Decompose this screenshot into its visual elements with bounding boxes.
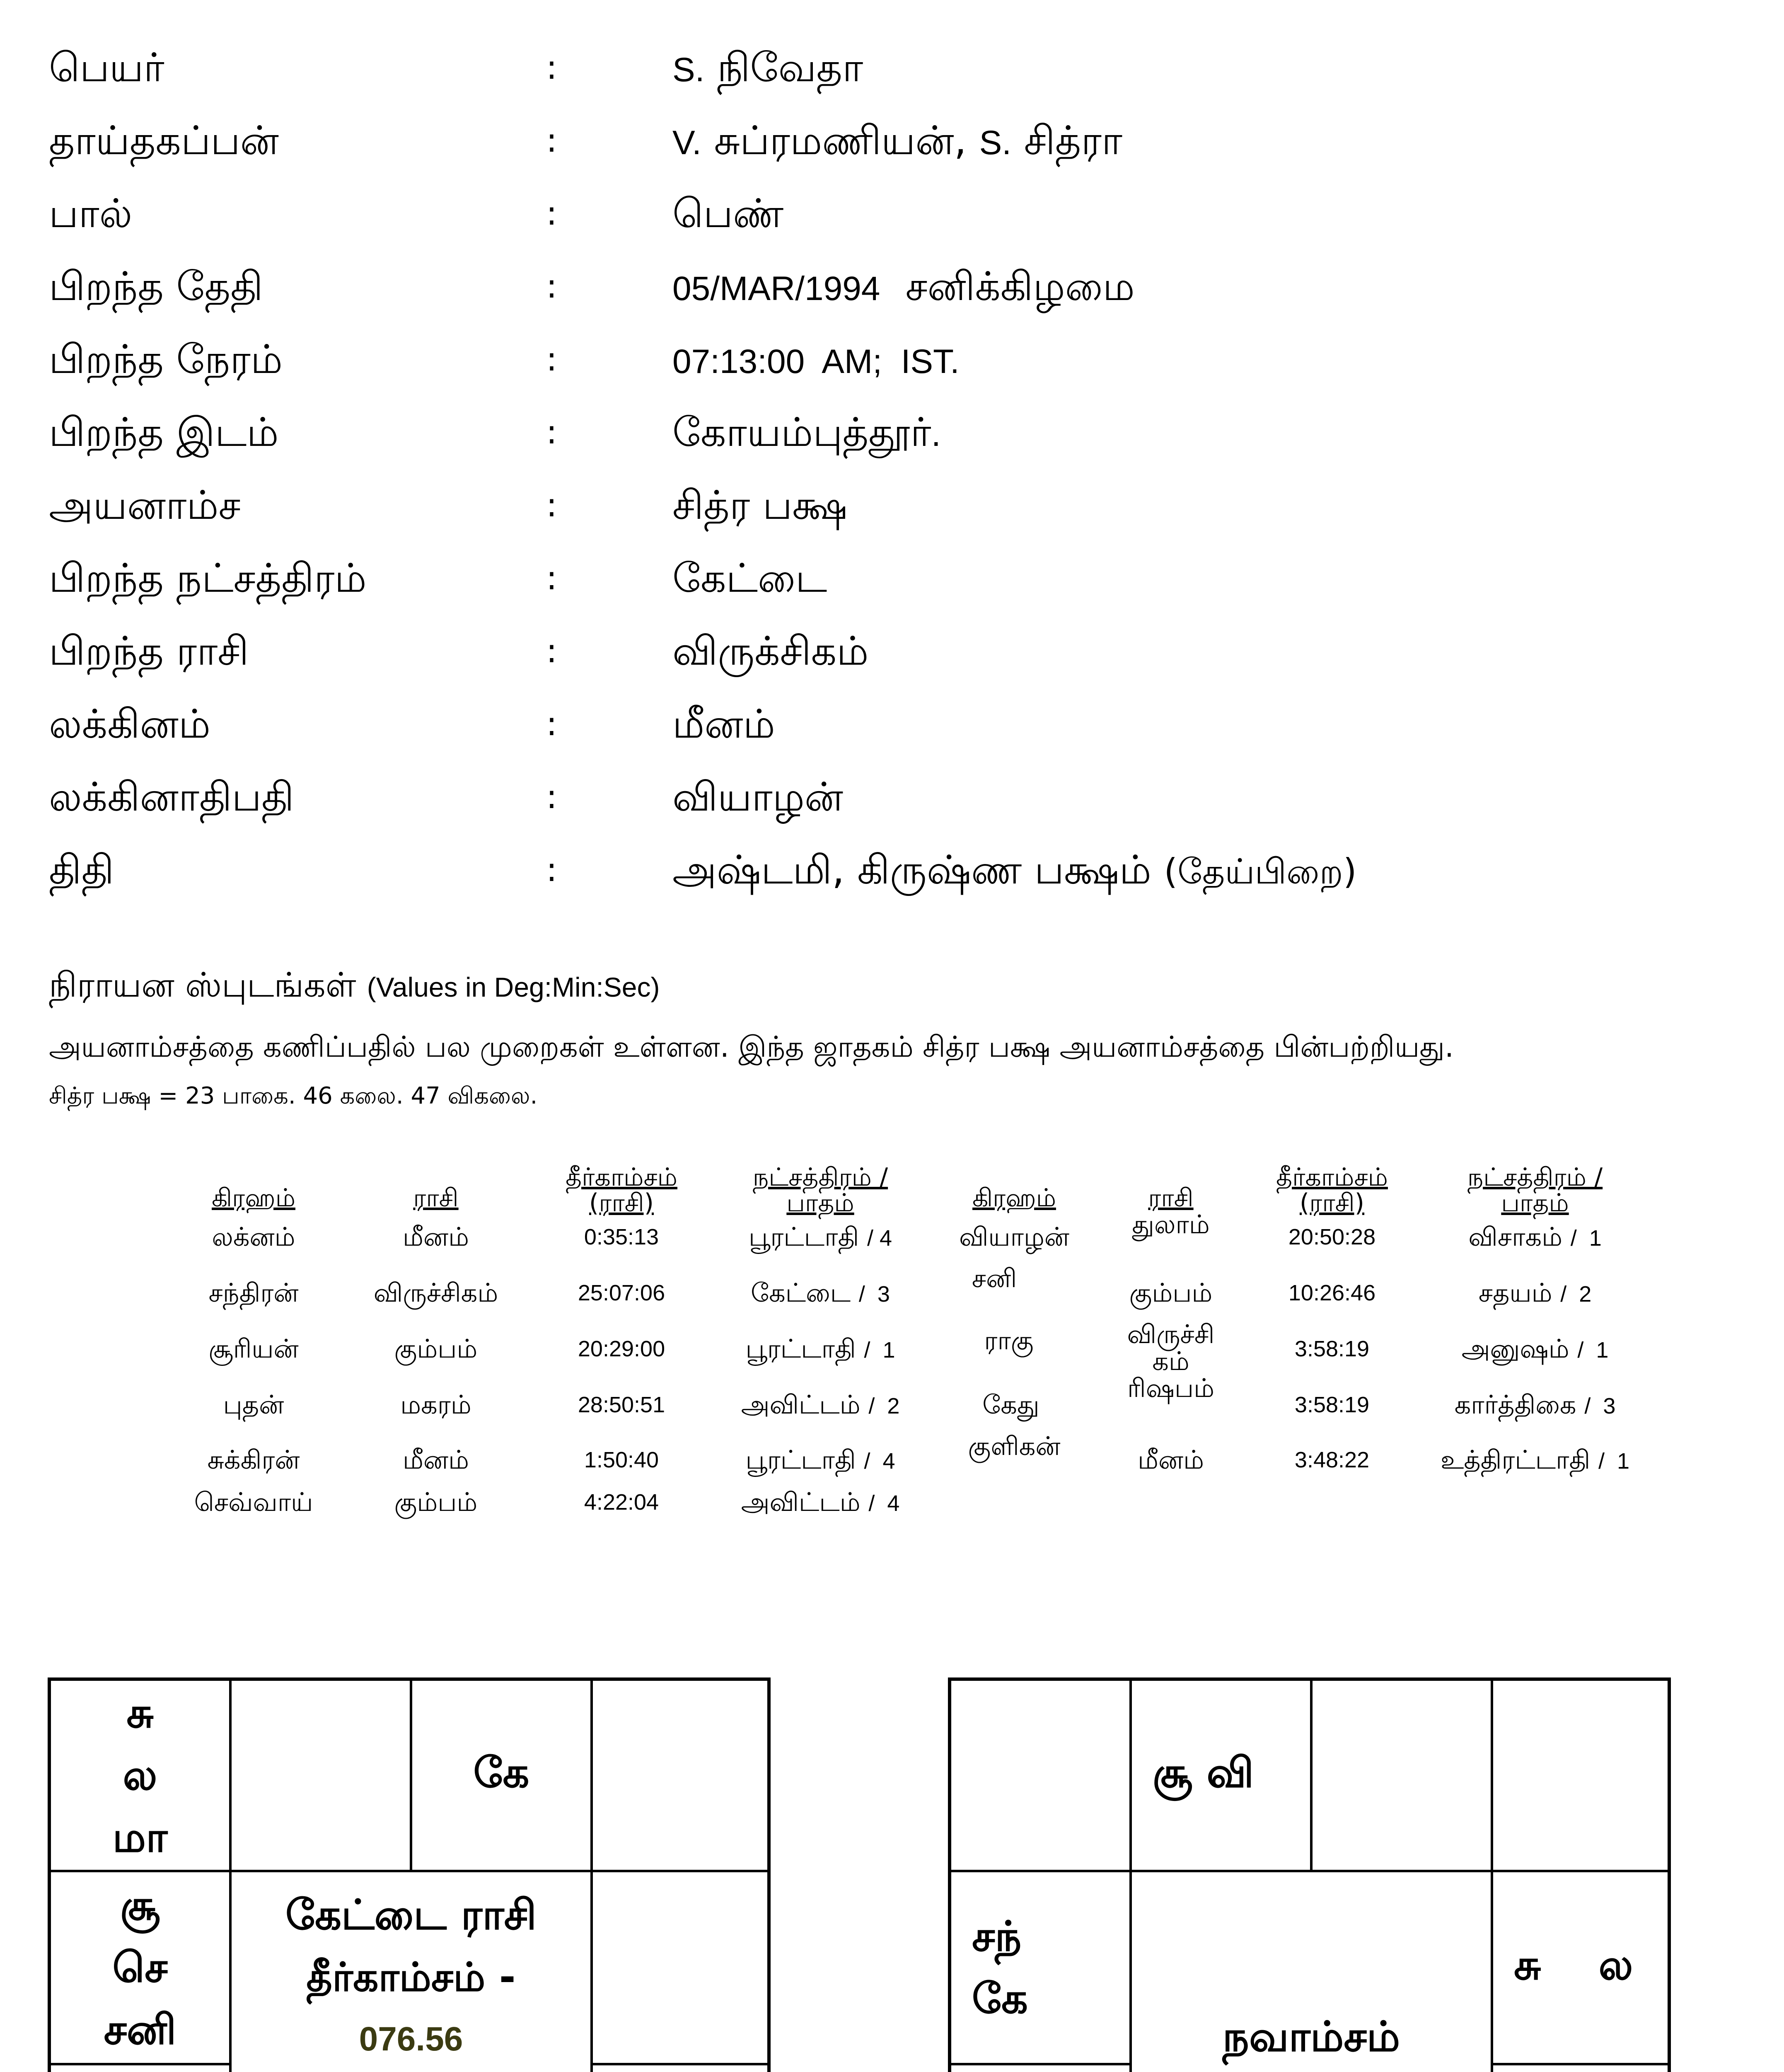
navamsa-house-aquarius xyxy=(950,1871,1131,2064)
pada-value: / 1 xyxy=(864,1338,895,1363)
rasi-chart-center xyxy=(230,1871,592,2072)
detail-colon: : xyxy=(546,194,557,232)
navamsa-house-leo xyxy=(1492,2064,1669,2072)
planet-name: லக்னம் xyxy=(212,1222,295,1252)
tithi-suffix: (தேய்பிறை) xyxy=(1164,851,1357,892)
planet-name: சுக்கிரன் xyxy=(207,1445,300,1475)
planet-abbr: மா xyxy=(112,1813,168,1861)
detail-label: பால் xyxy=(49,190,133,237)
star-name: கார்த்திகை xyxy=(1454,1389,1576,1420)
rasi-center-degree-label: தீர்காம்சம் - xyxy=(306,1954,516,2000)
planet-degree: 20:50:28 xyxy=(1288,1225,1376,1249)
header-star: நட்சத்திரம் / xyxy=(1467,1163,1603,1192)
planet-name: கேது xyxy=(982,1389,1039,1420)
detail-label: தாய்தகப்பன் xyxy=(49,117,279,164)
pada-value: / 3 xyxy=(1584,1394,1616,1418)
detail-colon: : xyxy=(546,486,557,524)
rasi-center-degree-value: 076.56 xyxy=(359,2020,463,2058)
planet-star xyxy=(1441,1445,1629,1476)
house-planets xyxy=(113,1682,168,1869)
planet-name: செவ்வாய் xyxy=(194,1487,313,1517)
star-name: அவிட்டம் xyxy=(741,1389,861,1420)
star-name: உத்திரட்டாதி xyxy=(1440,1445,1591,1475)
detail-colon: : xyxy=(546,559,557,597)
star-name: பூரட்டாதி xyxy=(745,1445,856,1475)
sputam-note: அயனாம்சத்தை கணிப்பதில் பல முறைகள் உள்ளன. இந்த ஜாதகம் சித்ர பக்ஷ அயனாம்சத்தை பின்பற்றியது. xyxy=(49,1030,1454,1064)
detail-value: விருக்சிகம் xyxy=(672,628,869,674)
header-rasi: ராசி xyxy=(413,1184,459,1213)
detail-value: பெண் xyxy=(672,190,784,237)
detail-value: சித்ர பக்ஷ xyxy=(672,482,848,528)
planet-rasi: கம் xyxy=(1152,1346,1189,1376)
detail-label: அயனாம்ச xyxy=(49,482,241,528)
planet-abbr: கே xyxy=(972,1974,1028,2023)
detail-label: லக்கினம் xyxy=(49,701,211,747)
detail-colon: : xyxy=(546,267,557,305)
detail-colon: : xyxy=(546,850,557,889)
planet-star xyxy=(749,1222,892,1253)
navamsa-house-capricorn xyxy=(950,2064,1131,2072)
star-name: விசாகம் xyxy=(1468,1222,1563,1252)
detail-colon: : xyxy=(546,413,557,451)
detail-label: பெயர் xyxy=(49,44,164,91)
sputam-title xyxy=(49,966,660,1009)
planet-rasi: கும்பம் xyxy=(394,1487,478,1517)
detail-row-ayanamsa xyxy=(49,469,1706,542)
header-rasi: ராசி xyxy=(1148,1184,1194,1213)
house-planets xyxy=(104,1874,176,2061)
detail-value: வியாழன் xyxy=(672,774,844,820)
planet-abbr: ல xyxy=(123,1751,157,1799)
planet-degree: 25:07:06 xyxy=(578,1280,665,1305)
planet-degree: 3:58:19 xyxy=(1294,1392,1370,1417)
planet-degree: 28:50:51 xyxy=(578,1392,665,1417)
header-graham: கிரஹம் xyxy=(212,1184,295,1213)
star-name: பூரட்டாதி xyxy=(748,1222,859,1252)
detail-colon: : xyxy=(546,777,557,816)
detail-value: கேட்டை xyxy=(672,555,827,601)
detail-colon: : xyxy=(546,340,557,378)
navamsa-house-taurus xyxy=(1311,1680,1492,1871)
star-name: கேட்டை xyxy=(751,1278,851,1308)
name-value: நிவேதா xyxy=(717,44,863,91)
detail-row-gender xyxy=(49,177,1706,250)
rasi-house-leo xyxy=(592,2064,769,2072)
planet-star xyxy=(1455,1390,1616,1421)
detail-row-parents xyxy=(49,104,1706,177)
rasi-house-aquarius xyxy=(50,1871,230,2064)
planet-degree: 3:48:22 xyxy=(1294,1447,1370,1472)
detail-row-lagna-lord xyxy=(49,760,1706,833)
weekday: சனிக்கிழமை xyxy=(905,263,1135,310)
detail-row-rasi xyxy=(49,615,1706,687)
planet-rasi: விருச்சி xyxy=(1127,1319,1215,1349)
pada-value: / 1 xyxy=(1598,1449,1630,1474)
detail-label: பிறந்த நட்சத்திரம் xyxy=(49,555,367,601)
detail-row-birth-time xyxy=(49,323,1706,396)
initial: S. xyxy=(672,51,705,89)
planet-rasi: துலாம் xyxy=(1132,1209,1210,1239)
pada-value: / 4 xyxy=(867,1226,892,1251)
detail-value: மீனம் xyxy=(672,701,775,747)
detail-row-star xyxy=(49,542,1706,615)
pada-value: / 4 xyxy=(868,1491,900,1516)
navamsa-house-gemini xyxy=(1492,1680,1669,1871)
rasi-chart xyxy=(48,1677,771,2072)
planet-name: வியாழன் xyxy=(959,1222,1070,1252)
planet-degree: 10:26:46 xyxy=(1288,1280,1376,1305)
planet-rasi: ரிஷபம் xyxy=(1127,1373,1215,1403)
planet-name: சந்திரன் xyxy=(208,1278,299,1308)
planet-star xyxy=(1479,1278,1592,1309)
detail-colon: : xyxy=(546,121,557,160)
rasi-center-amsam-label xyxy=(309,2070,513,2072)
planet-star xyxy=(741,1488,900,1518)
planet-star xyxy=(741,1390,900,1421)
detail-value xyxy=(672,396,941,470)
navamsa-house-aries xyxy=(1131,1680,1311,1871)
detail-value xyxy=(672,31,863,107)
detail-label: பிறந்த ராசி xyxy=(49,628,249,674)
rasi-house-cancer xyxy=(592,1871,769,2064)
pada-value: / 3 xyxy=(858,1282,890,1307)
star-name: பூரட்டாதி xyxy=(745,1334,856,1364)
mother-name: சித்ரா xyxy=(1024,117,1123,164)
pada-value: / 1 xyxy=(1577,1338,1609,1363)
header-degree: தீர்காம்சம் xyxy=(566,1163,677,1192)
planet-abbr: கே xyxy=(473,1748,529,1797)
ayanamsa-value: சித்ர பக்ஷ = 23 பாகை. 46 கலை. 47 விகலை. xyxy=(49,1082,538,1109)
father-name: சுப்ரமணியன், xyxy=(714,117,967,164)
star-name: அவிட்டம் xyxy=(741,1487,861,1517)
planet-name: சனி xyxy=(972,1263,1017,1293)
planet-abbr: சந் xyxy=(972,1912,1022,1961)
rasi-center-title: கேட்டை ராசி xyxy=(285,1890,537,1939)
house-planets xyxy=(972,1905,1028,2030)
detail-label: பிறந்த இடம் xyxy=(49,409,279,455)
planet-table xyxy=(0,1160,1784,1533)
planet-name: ராகு xyxy=(984,1325,1034,1356)
navamsa-house-cancer xyxy=(1492,1871,1669,2064)
pada-value: / 4 xyxy=(864,1449,895,1474)
planet-name: குளிகன் xyxy=(968,1431,1061,1461)
planet-name: சூரியன் xyxy=(208,1334,299,1364)
sputam-title-ta: நிராயன ஸ்புடங்கள் xyxy=(49,966,356,1005)
planet-rasi: மீனம் xyxy=(402,1445,469,1475)
star-name: சதயம் xyxy=(1478,1278,1552,1308)
detail-value xyxy=(672,250,1135,325)
detail-row-tithi xyxy=(49,833,1706,906)
personal-details xyxy=(49,31,1706,906)
detail-value xyxy=(672,833,1357,908)
rasi-house-gemini xyxy=(592,1680,769,1871)
rasi-house-taurus xyxy=(411,1680,592,1871)
detail-row-birth-place xyxy=(49,396,1706,469)
pada-value: / 2 xyxy=(1560,1282,1592,1307)
planet-rasi: மீனம் xyxy=(402,1222,469,1252)
star-name: அனுஷம் xyxy=(1461,1334,1569,1364)
place-suffix: . xyxy=(931,414,941,453)
tithi-value: அஷ்டமி, கிருஷ்ண பக்ஷம் xyxy=(672,847,1151,893)
detail-value xyxy=(672,104,1122,179)
rasi-house-capricorn xyxy=(50,2064,230,2072)
planet-abbr: சூ xyxy=(120,1881,160,1929)
planet-star xyxy=(1468,1222,1602,1253)
planet-degree: 20:29:00 xyxy=(578,1336,665,1361)
header-pada: பாதம் xyxy=(1501,1188,1569,1218)
birth-date: 05/MAR/1994 xyxy=(672,270,880,307)
rasi-house-pisces xyxy=(50,1680,230,1871)
navamsa-title: நவாம்சம் xyxy=(1222,2012,1400,2061)
detail-label: பிறந்த தேதி xyxy=(49,263,263,310)
detail-row-birth-date xyxy=(49,250,1706,323)
planet-degree: 1:50:40 xyxy=(584,1447,659,1472)
detail-colon: : xyxy=(546,48,557,87)
header-graham: கிரஹம் xyxy=(972,1184,1056,1213)
planet-rasi: கும்பம் xyxy=(394,1334,478,1364)
header-star: நட்சத்திரம் / xyxy=(752,1163,888,1192)
planet-star xyxy=(1462,1334,1609,1365)
initial: V. xyxy=(672,124,701,162)
pada-value: / 2 xyxy=(868,1394,900,1418)
detail-colon: : xyxy=(546,632,557,670)
planet-star xyxy=(745,1445,895,1476)
navamsa-chart-center xyxy=(1131,1871,1492,2072)
detail-row-name xyxy=(49,31,1706,104)
planet-rasi: கும்பம் xyxy=(1129,1278,1213,1308)
header-pada: பாதம் xyxy=(786,1188,854,1218)
navamsa-house-pisces xyxy=(950,1680,1131,1871)
sputam-title-en: (Values in Deg:Min:Sec) xyxy=(367,972,660,1002)
header-degree: தீர்காம்சம் xyxy=(1276,1163,1388,1192)
planet-name: புதன் xyxy=(223,1389,284,1420)
birth-time: 07:13:00 AM; IST. xyxy=(672,343,960,380)
header-degree-sub: (ராசி) xyxy=(1299,1188,1365,1218)
header-degree-sub: (ராசி) xyxy=(589,1188,654,1218)
detail-value xyxy=(672,323,960,398)
planet-rasi: மகரம் xyxy=(400,1389,471,1420)
planet-abbr: சூ வி xyxy=(1153,1748,1254,1797)
planet-star xyxy=(751,1278,890,1309)
place-value: கோயம்புத்தூர் xyxy=(672,409,931,455)
detail-row-lagna xyxy=(49,687,1706,760)
planet-abbr: சு ல xyxy=(1514,1940,1633,1989)
pada-value: / 1 xyxy=(1570,1226,1602,1251)
detail-colon: : xyxy=(546,704,557,743)
planet-abbr: சனி xyxy=(104,2005,176,2054)
planet-star xyxy=(745,1334,895,1365)
initial: S. xyxy=(979,124,1012,162)
planet-abbr: சு xyxy=(126,1689,154,1737)
detail-label: பிறந்த நேரம் xyxy=(49,336,283,382)
rasi-house-aries xyxy=(230,1680,411,1871)
planet-degree: 3:58:19 xyxy=(1294,1336,1370,1361)
planet-rasi: மீனம் xyxy=(1137,1445,1204,1475)
navamsa-chart xyxy=(948,1677,1671,2072)
planet-degree: 4:22:04 xyxy=(584,1490,659,1515)
detail-label: லக்கினாதிபதி xyxy=(49,774,294,820)
detail-label: திதி xyxy=(49,847,114,893)
planet-degree: 0:35:13 xyxy=(584,1225,659,1249)
planet-rasi: விருச்சிகம் xyxy=(373,1278,498,1308)
planet-abbr: செ xyxy=(112,1943,168,1992)
